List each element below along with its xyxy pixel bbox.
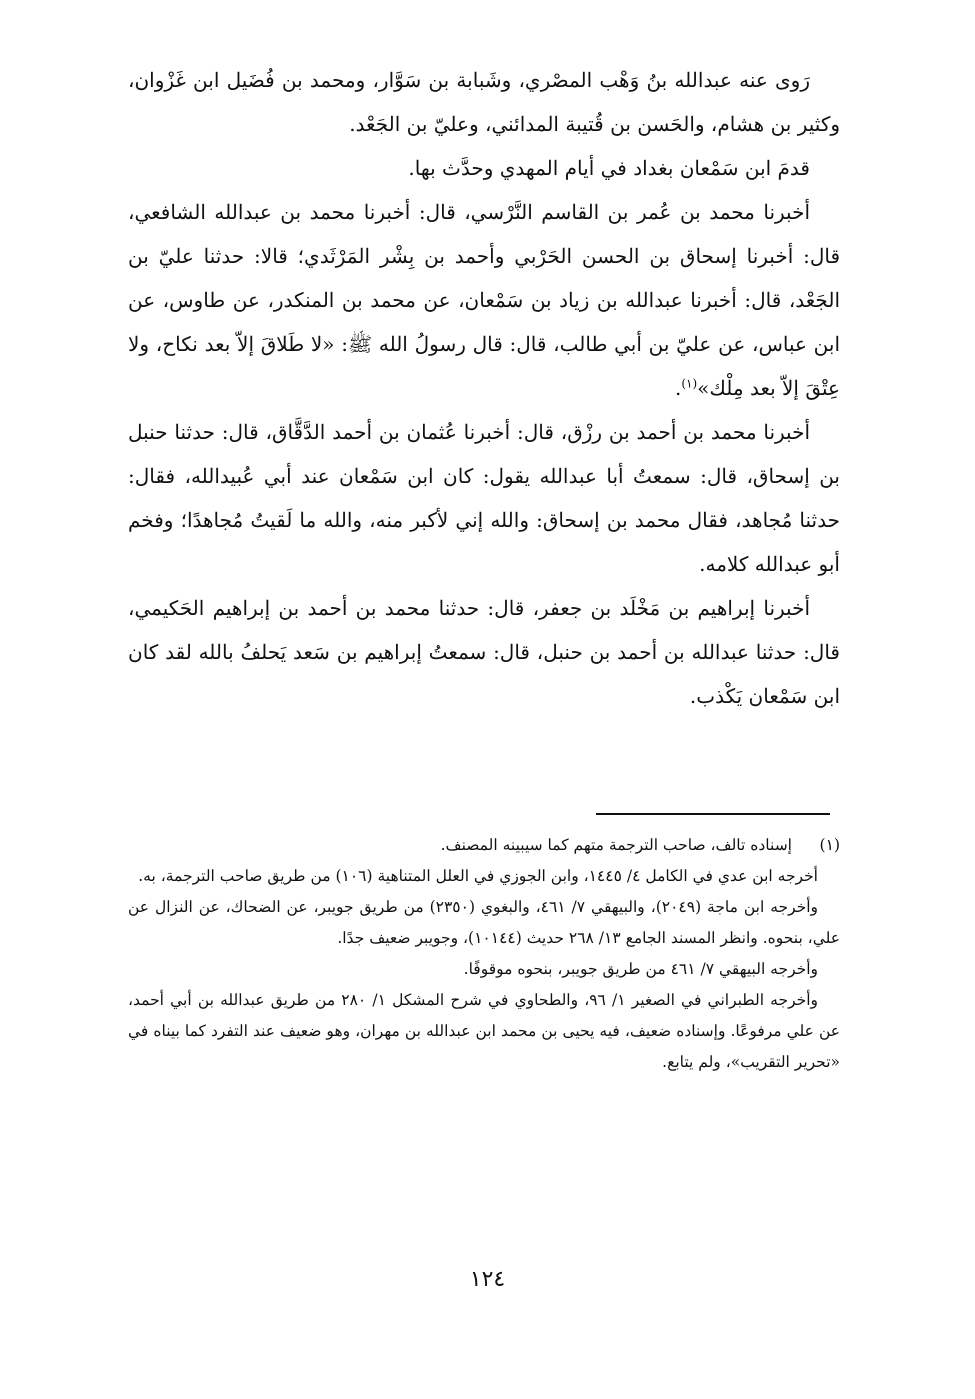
footnote-line-ibn-adi: أخرجه ابن عدي في الكامل ٤/ ١٤٤٥، وابن الجوزي في العلل المتناهية (١٠٦) من طريق صاحب الترجمة، به. — [138, 867, 818, 885]
paragraph-hadith — [128, 190, 840, 410]
footnotes — [128, 830, 840, 1078]
footnote-divider — [596, 813, 830, 815]
paragraph-narrators: رَوى عنه عبدالله بنُ وَهْب المصْري، وشَبابة بن سَوَّار، ومحمد بن فُضَيل ابن غَزْوان، وكثير بن هشام، والحَسن بن قُتيبة المدائني، وعليّ بن الجَعْد. — [128, 68, 840, 136]
footnote-reference: (١) — [681, 376, 698, 391]
footnote-1-text: إسناده تالف، صاحب الترجمة متهم كما سيبينه المصنف. — [440, 836, 792, 854]
footnote-line-ibn-majah: وأخرجه ابن ماجة (٢٠٤٩)، والبيهقي ٧/ ٤٦١، والبغوي (٢٣٥٠) من طريق جويبر، عن الضحاك، عن النزال عن علي، بنحوه. وانظر المسند الجامع ١٣/ ٢٦٨ حديث (١٠١٤٤)، وجويبر ضعيف جدًا. — [128, 898, 840, 947]
paragraph-hadith-text: أخبرنا محمد بن عُمر بن القاسم النَّرْسي، قال: أخبرنا محمد بن عبدالله الشافعي، قال: أخبرنا إسحاق بن الحسن الحَرْبي وأحمد بن بِشْر المَرْثَدي؛ قالا: حدثنا عليّ بن الجَعْد، قال: أخبرنا عبدالله بن زياد بن سَمْعان، عن محمد بن المنكدر، عن طاوس، عن ابن عباس، عن عليّ بن أبي طالب، قال: قال رسولُ الله ﷺ: «لا طَلاقَ إلاّ بعد نكاح، ولا عِتْقَ إلاّ بعد مِلْك» — [128, 200, 840, 400]
footnote-number: (١) — [819, 836, 840, 854]
paragraph-ibrahim: أخبرنا إبراهيم بن مَخْلَد بن جعفر، قال: حدثنا محمد بن أحمد بن إبراهيم الحَكيمي، قال: حدثنا عبدالله بن أحمد بن حنبل، قال: سمعتُ إبراهيم بن سَعد يَحلفُ بالله لقد كان ابن سَمْعان يَكْذب. — [128, 596, 840, 708]
main-text — [128, 58, 840, 718]
footnote-1-header — [128, 830, 840, 861]
paragraph-ibn-ishaq: أخبرنا محمد بن أحمد بن رزْق، قال: أخبرنا عُثمان بن أحمد الدَّقَّاق، قال: حدثنا حنبل بن إسحاق، قال: سمعتُ أبا عبدالله يقول: كان ابن سَمْعان عند أبي عُبيدالله، فقال: حدثنا مُجاهد، فقال محمد بن إسحاق: والله إني لأكبر منه، والله ما لَقيتُ مُجاهدًا؛ وفخم أبو عبدالله كلامه. — [128, 420, 841, 576]
footnote-line-tabarani: وأخرجه الطبراني في الصغير ١/ ٩٦، والطحاوي في شرح المشكل ١/ ٢٨٠ من طريق عبدالله بن أبي أحمد، عن علي مرفوعًا. وإسناده ضعيف، فيه يحيى بن محمد ابن عبدالله بن مهران، وهو ضعيف عند التفرد كما بيناه في «تحرير التقريب»، ولم يتابع. — [128, 991, 840, 1071]
paragraph-hadith-end: . — [674, 376, 682, 400]
footnote-line-bayhaqi: وأخرجه البيهقي ٧/ ٤٦١ من طريق جويبر، بنحوه موقوفًا. — [463, 960, 818, 978]
page-number: ١٢٤ — [469, 1267, 506, 1292]
paragraph-baghdad: قدمَ ابن سَمْعان بغداد في أيام المهدي وحدَّث بها. — [408, 156, 810, 180]
